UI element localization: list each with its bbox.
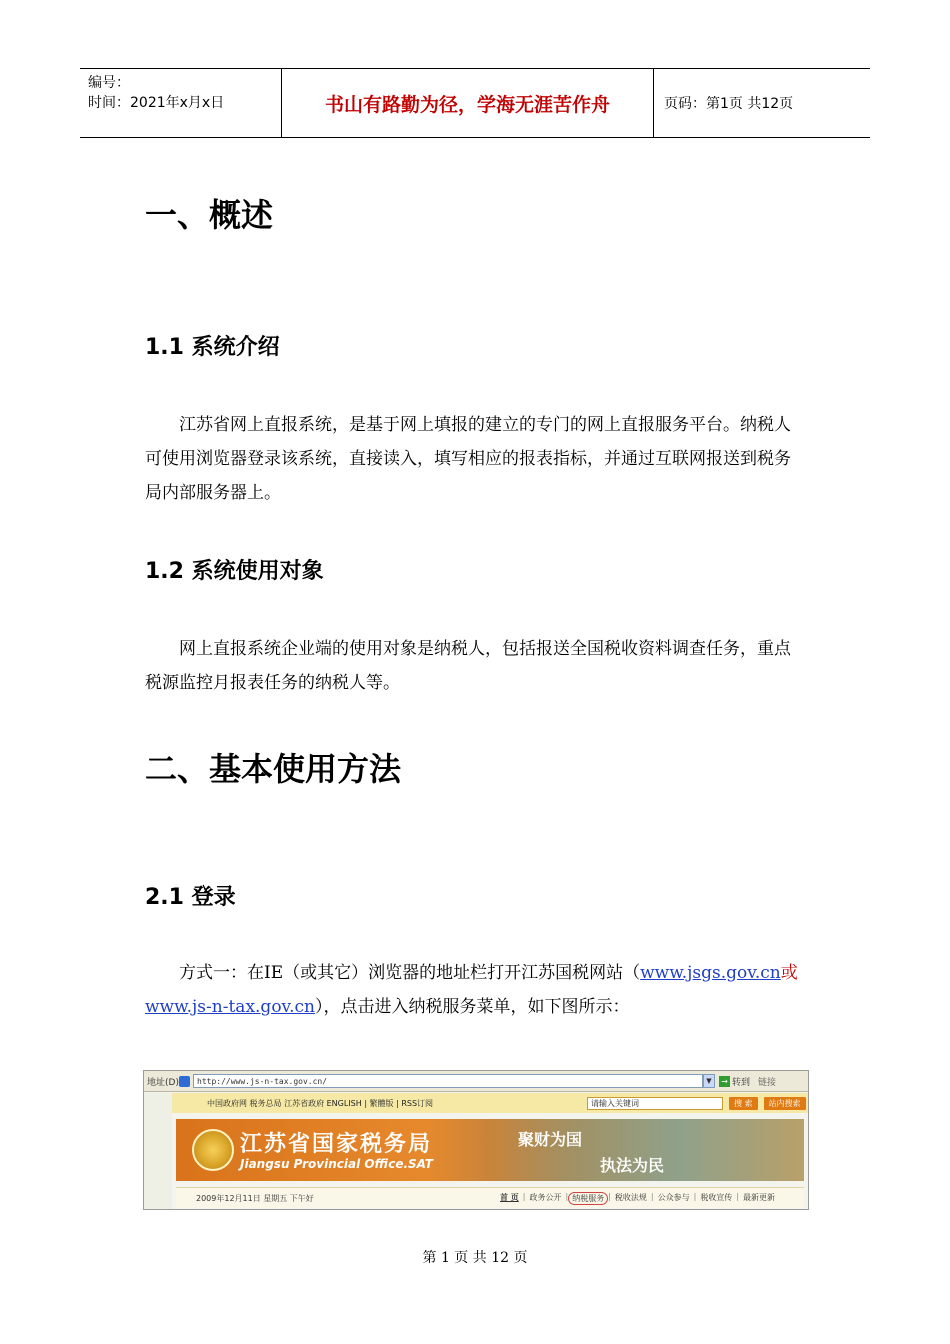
number-label: 编号： [88,75,130,91]
site-top-bar [172,1093,808,1113]
site-date: 2009年12月11日 星期五 下午好 [196,1193,314,1203]
login-text-suffix: ），点击进入纳税服务菜单，如下图所示： [315,997,630,1017]
section-1-title: 一、概述 [145,196,274,234]
or-text: 或 [780,963,798,983]
address-url[interactable]: http://www.js-n-tax.gov.cn/ [193,1074,703,1088]
site-top-links[interactable]: 中国政府网 税务总局 江苏省政府 ENGLISH | 繁體版 | RSS订阅 [207,1098,434,1108]
address-bar [144,1071,808,1092]
site-search-button[interactable]: 搜 索 [729,1097,758,1110]
site-banner [176,1119,804,1181]
site-name-cn: 江苏省国家税务局 [240,1132,433,1157]
site-content [172,1093,808,1208]
section-1-1-title: 1.1 系统介绍 [145,335,280,360]
chevron-down-icon[interactable]: ▼ [703,1074,715,1088]
nav-item-affairs[interactable]: 政务公开 [529,1192,562,1202]
left-margin [144,1093,172,1209]
site-nav [176,1187,804,1208]
tax-emblem-icon [192,1129,234,1171]
page-footer: 第 1 页 共 12 页 [422,1250,528,1266]
nav-item-publicity[interactable]: 税收宣传 [700,1192,733,1202]
arrow-right-icon: → [719,1076,730,1087]
section-1-1-text: 江苏省网上直报系统，是基于网上填报的建立的专门的网上直报服务平台。纳税人可使用浏览器登录该系统，直接读入，填写相应的报表指标，并通过互联网报送到税务局内部服务器上。 [145,415,791,503]
go-label: 转到 [732,1077,751,1088]
site-internal-search-button[interactable]: 站内搜索 [764,1097,806,1110]
ie-page-icon [179,1076,190,1087]
address-label: 地址(D) [147,1077,179,1088]
page-header [80,68,870,138]
slogan-1: 聚财为国 [518,1130,583,1149]
login-text-prefix: 方式一：在IE（或其它）浏览器的地址栏打开江苏国税网站（ [179,963,641,983]
site-nav-items: 首 页 | 政务公开 | 纳税服务 | 税收法规 | 公众参与 | 税收宣传 | 最新更新 [496,1192,779,1205]
header-meta-cell [80,69,281,137]
section-1-2-text: 网上直报系统企业端的使用对象是纳税人，包括报送全国税收资料调查任务，重点税源监控月报表任务的纳税人等。 [145,639,791,693]
date-label: 时间：2021年x月x日 [88,95,225,111]
go-button[interactable] [719,1075,750,1088]
nav-item-participation[interactable]: 公众参与 [657,1192,690,1202]
site-name-en: Jiangsu Provincial Office.SAT [240,1157,433,1171]
nav-item-tax-service[interactable]: 纳税服务 [568,1192,608,1205]
header-page-info: 页码：第1页 共12页 [664,96,794,112]
js-n-tax-link[interactable]: www.js-n-tax.gov.cn [145,997,316,1017]
jsgs-link[interactable]: www.jsgs.gov.cn [640,963,781,983]
website-screenshot [143,1070,809,1210]
nav-item-regulations[interactable]: 税收法规 [614,1192,647,1202]
site-search-input[interactable]: 请输入关键词 [587,1097,723,1110]
header-motto: 书山有路勤为径，学海无涯苦作舟 [281,69,654,137]
slogan-2: 执法为民 [600,1156,665,1175]
nav-item-home[interactable]: 首 页 [500,1192,519,1202]
section-2-1-title: 2.1 登录 [145,885,236,910]
nav-item-latest[interactable]: 最新更新 [743,1192,776,1202]
links-label[interactable]: 链接 [758,1077,777,1088]
section-1-2-title: 1.2 系统使用对象 [145,559,324,584]
section-2-1-text [145,956,805,1024]
section-2-title: 二、基本使用方法 [145,750,402,788]
